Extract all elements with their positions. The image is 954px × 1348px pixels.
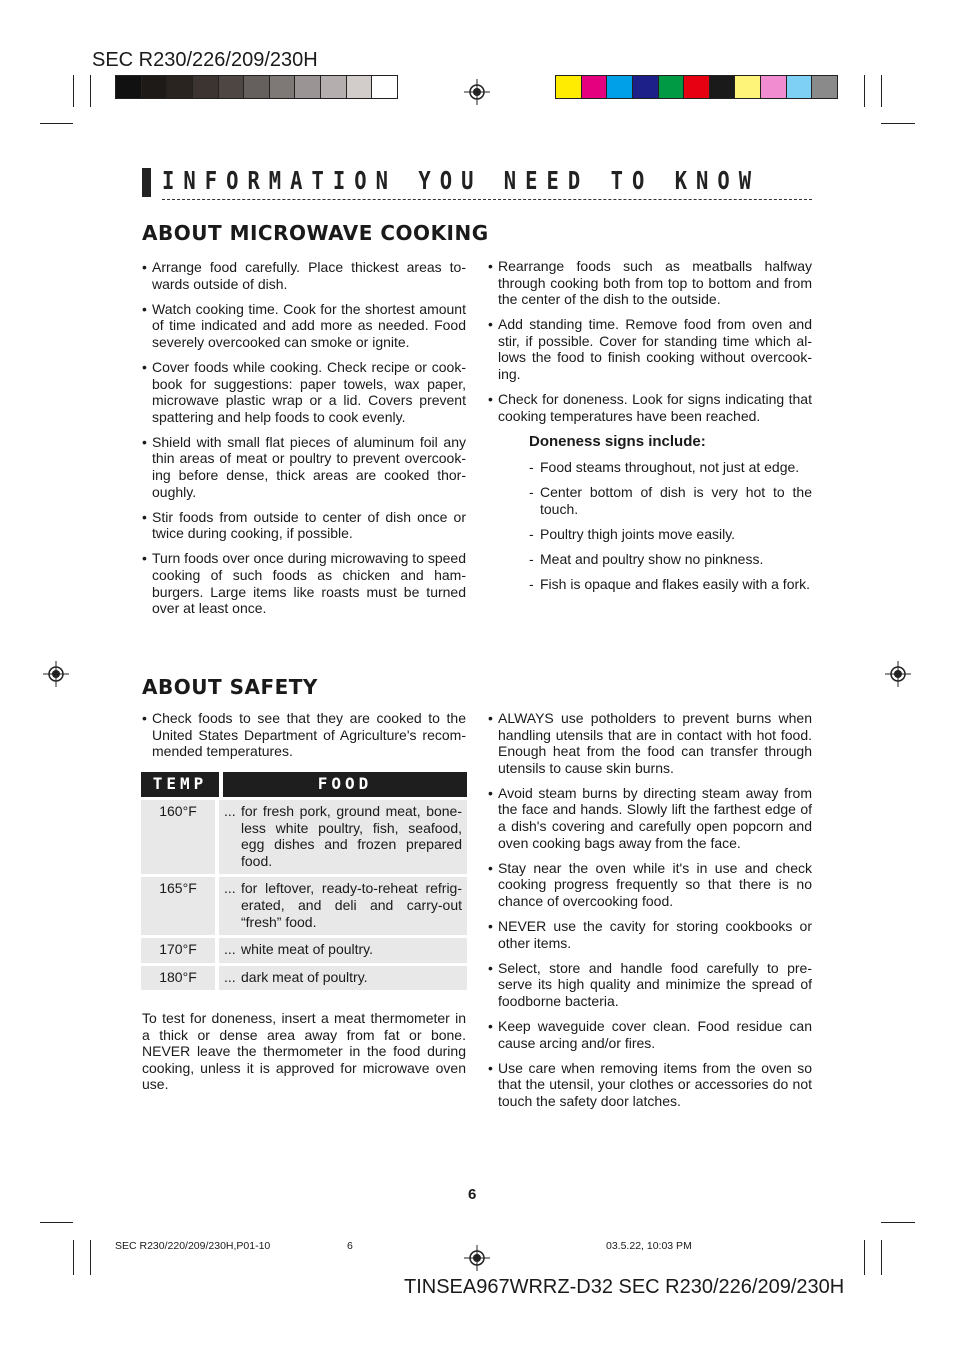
color-swatch [684, 76, 710, 98]
registration-mark-icon [464, 79, 490, 105]
banner-marker [142, 168, 151, 197]
color-swatch [659, 76, 685, 98]
color-swatch [295, 76, 321, 98]
color-swatch [812, 76, 837, 98]
list-item: • Rearrange foods such as meatballs halfway through cooking both from top to bottom and from the center of the dish to the outside. [488, 258, 812, 308]
color-calibration-bar [555, 75, 838, 99]
color-swatch [116, 76, 142, 98]
list-item: • Shield with small flat pieces of aluminum foil any thin areas of meat or poultry to prevent overcook-ing before dense, thick areas are cooked thor-oughly. [142, 434, 466, 500]
list-item: • Check foods to see that they are cooked to the United States Department of Agriculture's recom-mended temperatures. [142, 710, 466, 760]
registration-mark-icon [464, 1245, 490, 1271]
color-swatch [607, 76, 633, 98]
color-swatch [270, 76, 296, 98]
temp-cell: 160°F [141, 800, 219, 874]
food-cell: ... for leftover, ready-to-reheat refrig-erated, and deli and carry-out “fresh” food. [219, 877, 467, 935]
food-cell: ... dark meat of poultry. [219, 966, 467, 991]
list-item: • NEVER use the cavity for storing cookbooks or other items. [488, 918, 812, 951]
list-item: - Meat and poultry show no pinkness. [529, 551, 812, 568]
list-item: • Select, store and handle food carefully to pre-serve its high quality and minimize the spread of foodborne bacteria. [488, 960, 812, 1010]
list-item: • Avoid steam burns by directing steam away from the face and hands. Slowly lift the farthest edge of a dish's covering and carefully open popcorn and oven cooking bags away from the face. [488, 785, 812, 851]
temp-column-header: TEMP [141, 772, 219, 797]
temp-cell: 170°F [141, 938, 219, 963]
footer-doc-code: TINSEA967WRRZ-D32 SEC R230/226/209/230H [404, 1276, 845, 1298]
safety-right-list [488, 710, 812, 1118]
table-row [141, 966, 467, 991]
table-row [141, 877, 467, 935]
color-swatch [787, 76, 813, 98]
food-column-header: FOOD [219, 772, 467, 797]
list-item: • Check for doneness. Look for signs indicating that cooking temperatures have been reached. [488, 391, 812, 424]
color-swatch [556, 76, 582, 98]
temp-cell: 165°F [141, 877, 219, 935]
safety-heading: ABOUT SAFETY [142, 675, 318, 699]
color-swatch [761, 76, 787, 98]
color-swatch [244, 76, 270, 98]
list-item: - Poultry thigh joints move easily. [529, 526, 812, 543]
color-swatch [193, 76, 219, 98]
food-cell: ... for fresh pork, ground meat, bone-less white poultry, fish, seafood, egg dishes and frozen prepared food. [219, 800, 467, 874]
list-item: - Center bottom of dish is very hot to the touch. [529, 484, 812, 517]
list-item: • Stir foods from outside to center of dish once or twice during cooking, if possible. [142, 509, 466, 542]
microwave-heading: ABOUT MICROWAVE COOKING [142, 221, 489, 245]
table-row [141, 800, 467, 874]
list-item: • Arrange food carefully. Place thickest areas to-wards outside of dish. [142, 259, 466, 292]
table-row [141, 938, 467, 963]
temperature-table [141, 769, 467, 993]
color-swatch [167, 76, 193, 98]
list-item: • ALWAYS use potholders to prevent burns when handling utensils that are in contact with hot food. Enough heat from the food can transfer through utensils to cause skin burns. [488, 710, 812, 776]
footer-file: SEC R230/220/209/230H,P01-10 [115, 1240, 271, 1252]
list-item: • Use care when removing items from the oven so that the utensil, your clothes or accessories do not touch the safety door latches. [488, 1060, 812, 1110]
doneness-title: Doneness signs include: [529, 433, 706, 451]
list-item: • Add standing time. Remove food from oven and stir, if possible. Cover for standing time which al-lows the food to finish cooking without overcook-ing. [488, 316, 812, 382]
color-swatch [372, 76, 397, 98]
grayscale-calibration-bar [115, 75, 398, 99]
document-id: SEC R230/226/209/230H [92, 49, 318, 71]
color-swatch [347, 76, 373, 98]
list-item: • Turn foods over once during microwaving to speed cooking of such foods as chicken and ham-burgers. Large items like roasts must be turned over at least once. [142, 550, 466, 616]
color-swatch [735, 76, 761, 98]
list-item: • Cover foods while cooking. Check recipe or cook-book for suggestions: paper towels, wax paper, microwave plastic wrap or a lid. Covers prevent spattering and help foods to cook evenly. [142, 359, 466, 425]
color-swatch [633, 76, 659, 98]
list-item: - Fish is opaque and flakes easily with a fork. [529, 576, 812, 593]
list-item: • Keep waveguide cover clean. Food residue can cause arcing and/or fires. [488, 1018, 812, 1051]
list-item: • Stay near the oven while it's in use and check cooking progress frequently so that there is no chance of overcooking food. [488, 860, 812, 910]
microwave-right-list [488, 258, 812, 601]
section-banner: INFORMATION YOU NEED TO KNOW [162, 166, 761, 195]
safety-intro [142, 710, 466, 768]
food-cell: ... white meat of poultry. [219, 938, 467, 963]
color-swatch [582, 76, 608, 98]
registration-mark-icon [885, 661, 911, 687]
microwave-left-list [142, 259, 466, 625]
temp-cell: 180°F [141, 966, 219, 991]
color-swatch [219, 76, 245, 98]
color-swatch [142, 76, 168, 98]
footer-date: 03.5.22, 10:03 PM [606, 1240, 692, 1252]
list-item: - Food steams throughout, not just at edge. [529, 459, 812, 476]
registration-mark-icon [43, 661, 69, 687]
thermometer-note: To test for doneness, insert a meat thermometer in a thick or dense area away from fat or bone. NEVER leave the thermometer in the food during cooking, unless it is approved for microwave oven use. [142, 1010, 466, 1093]
banner-dashed-rule [162, 199, 812, 200]
color-swatch [710, 76, 736, 98]
doneness-signs [529, 434, 812, 592]
footer-page: 6 [347, 1240, 353, 1252]
color-swatch [321, 76, 347, 98]
list-item: • Watch cooking time. Cook for the shortest amount of time indicated and add more as needed. Food severely overcooked can smoke or ignite. [142, 301, 466, 351]
page-number: 6 [468, 1186, 477, 1203]
